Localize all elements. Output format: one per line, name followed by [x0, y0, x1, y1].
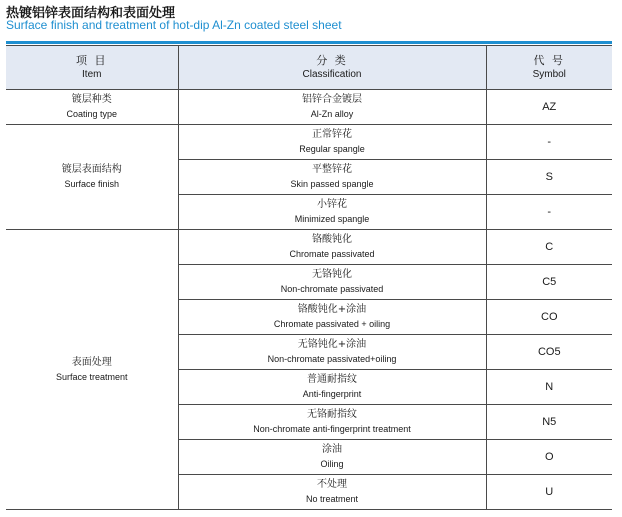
- classification-cell: [178, 160, 486, 195]
- classification-cn: 小锌花: [317, 199, 347, 210]
- classification-cell: [178, 265, 486, 300]
- table-row: [6, 125, 612, 160]
- classification-cn: 正常锌花: [312, 129, 352, 140]
- item-en: Coating type: [66, 109, 118, 119]
- classification-cn: 无铬耐指纹: [307, 409, 357, 420]
- symbol-cell: N5: [486, 405, 612, 440]
- classification-cn: 涂油: [322, 444, 342, 455]
- classification-en: Minimized spangle: [294, 214, 370, 224]
- classification-en: Non-chromate passivated+oiling: [267, 354, 397, 364]
- symbol-cell: CO5: [486, 335, 612, 370]
- classification-en: Non-chromate passivated: [280, 284, 384, 294]
- item-en: Surface finish: [64, 179, 120, 189]
- header-classification-en: Classification: [302, 68, 362, 80]
- classification-cell: [178, 475, 486, 510]
- header-classification-cn: 分 类: [316, 53, 348, 67]
- table-row: [6, 90, 612, 125]
- classification-en: Regular spangle: [299, 144, 365, 154]
- classification-en: Chromate passivated + oiling: [273, 319, 391, 329]
- classification-en: Al-Zn alloy: [310, 109, 354, 119]
- item-cn: 镀层种类: [71, 94, 112, 105]
- classification-cell: [178, 230, 486, 265]
- classification-cell: [178, 125, 486, 160]
- classification-cn: 平整锌花: [312, 164, 352, 175]
- title-divider: [6, 41, 612, 44]
- item-en: Surface treatment: [55, 371, 128, 382]
- classification-en: Chromate passivated: [289, 249, 375, 259]
- item-cn: 镀层表面结构: [61, 164, 122, 175]
- symbol-cell: C5: [486, 265, 612, 300]
- table-row: [6, 230, 612, 265]
- page-title-chinese: 热镀铝锌表面结构和表面处理: [6, 6, 176, 21]
- symbol-cell: C: [486, 230, 612, 265]
- table-header-row: [6, 46, 612, 90]
- header-symbol-en: Symbol: [532, 68, 566, 80]
- classification-cell: [178, 195, 486, 230]
- symbol-cell: S: [486, 160, 612, 195]
- classification-cn: 不处理: [317, 479, 347, 490]
- header-item: [6, 46, 178, 90]
- classification-en: Oiling: [320, 459, 344, 469]
- item-cell-coating-type: [6, 90, 178, 125]
- symbol-cell: -: [486, 195, 612, 230]
- symbol-cell: U: [486, 475, 612, 510]
- header-symbol-cn: 代 号: [533, 53, 565, 67]
- classification-en: Skin passed spangle: [290, 179, 374, 189]
- symbol-cell: AZ: [486, 90, 612, 125]
- item-cell-surface-treatment: [6, 230, 178, 510]
- classification-cn: 无铬钝化: [312, 269, 352, 280]
- surface-treatment-table: [6, 45, 612, 510]
- header-symbol: [486, 46, 612, 90]
- classification-cn: 铝锌合金镀层: [302, 94, 362, 105]
- symbol-cell: N: [486, 370, 612, 405]
- classification-cn: 普通耐指纹: [307, 374, 357, 385]
- classification-cell: [178, 300, 486, 335]
- classification-cn: 无铬钝化+涂油: [297, 339, 367, 350]
- classification-cell: [178, 370, 486, 405]
- header-item-en: Item: [82, 68, 102, 80]
- classification-cell: [178, 90, 486, 125]
- classification-en: No treatment: [305, 494, 359, 504]
- classification-cn: 铬酸钝化+涂油: [297, 304, 367, 315]
- symbol-cell: -: [486, 125, 612, 160]
- classification-cell: [178, 405, 486, 440]
- classification-en: Anti-fingerprint: [302, 389, 362, 399]
- classification-cn: 铬酸钝化: [312, 234, 352, 245]
- classification-cell: [178, 440, 486, 475]
- classification-cell: [178, 335, 486, 370]
- item-cn: 表面处理: [71, 356, 112, 368]
- symbol-cell: O: [486, 440, 612, 475]
- header-classification: [178, 46, 486, 90]
- page-title-english: Surface finish and treatment of hot-dip Al-Zn coated steel sheet: [6, 18, 342, 32]
- classification-en: Non-chromate anti-fingerprint treatment: [253, 424, 411, 434]
- item-cell-surface-finish: [6, 125, 178, 230]
- symbol-cell: CO: [486, 300, 612, 335]
- header-item-cn: 项 目: [76, 53, 108, 67]
